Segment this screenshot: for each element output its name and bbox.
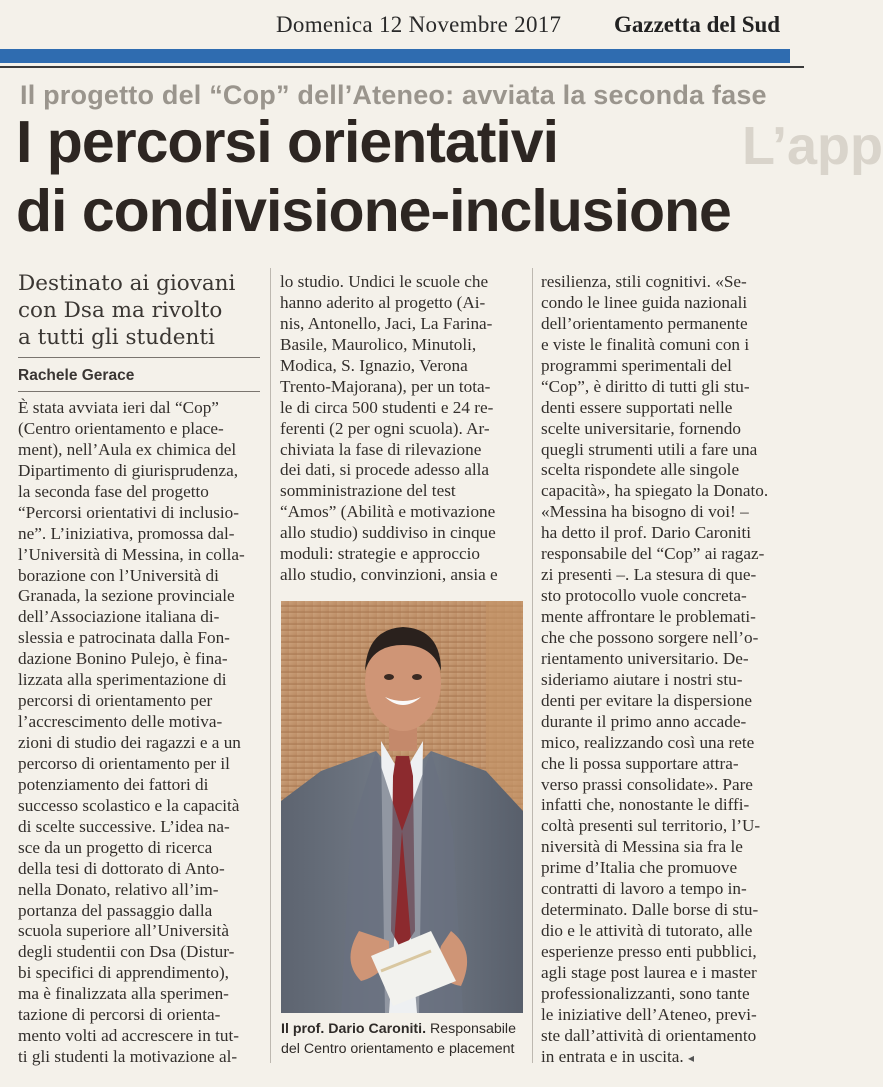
adjacent-article-bleed: L’app <box>742 116 883 176</box>
column-divider <box>270 268 271 1063</box>
body-line: Trento-Majorana), per un tota- <box>280 376 491 396</box>
body-line: degli studentii con Dsa (Distur- <box>18 942 235 962</box>
body-line: Granada, la sezione provinciale <box>18 586 235 606</box>
body-line: allo studio, convinzioni, ansia e <box>280 565 498 585</box>
body-line: «Messina ha bisogno di voi! – <box>541 502 749 522</box>
body-line: mente affrontare le problemati- <box>541 607 756 626</box>
body-line: zi presenti –. La stesura di que- <box>541 565 757 585</box>
body-line: hanno aderito al progetto (Ai- <box>280 292 486 312</box>
body-line: ste dall’attività di orientamento <box>541 1025 757 1045</box>
body-line: scuola superiore all’Università <box>18 921 229 941</box>
body-line: percorsi di orientamento per <box>18 691 213 711</box>
body-line: capacità», ha spiegato la Donato. <box>541 481 769 501</box>
body-line: coltà presenti sul territorio, l’U- <box>541 816 761 836</box>
headline-line: di condivisione-inclusione <box>16 178 731 244</box>
body-line: le iniziative dell’Ateneo, previ- <box>541 1004 757 1024</box>
body-line: ferenti (2 per ogni scuola). Ar- <box>280 418 490 438</box>
body-line: scelta rispondete alle singole <box>541 460 740 480</box>
body-line: ne”. L’iniziativa, promossa dal- <box>18 523 235 543</box>
body-line: agli stage post laurea e i master <box>541 962 757 982</box>
byline-rule-bottom <box>18 391 260 392</box>
body-line: contratti di lavoro a tempo in- <box>541 879 747 899</box>
body-line: borazione con l’Università di <box>18 565 219 585</box>
body-line: somministrazione del test <box>280 481 456 501</box>
body-line: Modica, S. Ignazio, Verona <box>280 355 468 375</box>
body-line: verso prassi consolidate». Pare <box>541 774 753 794</box>
body-line: nella Donato, relativo all’im- <box>18 879 219 899</box>
body-line: programmi sperimentali del <box>541 355 732 375</box>
body-line: Basile, Maurolico, Minutoli, <box>280 334 477 354</box>
end-of-article-mark: ◂ <box>688 1050 695 1065</box>
caption-name: Il prof. Dario Caroniti. <box>281 1021 427 1037</box>
body-line: portanza del passaggio dalla <box>18 900 213 920</box>
body-column-1 <box>18 398 263 1068</box>
body-line: infatti che, nonostante le diffi- <box>541 795 750 815</box>
body-line: lizzata alla sperimentazione di <box>18 670 227 690</box>
body-line: e viste le finalità comuni con i <box>541 334 750 354</box>
body-column-2 <box>280 272 526 586</box>
body-line: zioni di studio dei ragazzi e a un <box>18 733 241 752</box>
body-line: successo scolastico e la capacità <box>18 795 240 815</box>
body-line: chiviata la fase di rilevazione <box>280 439 482 459</box>
body-line: rientamento universitario. De- <box>541 648 749 668</box>
body-line: È stata avviata ieri dal “Cop” <box>18 398 219 417</box>
body-line: tazione di percorsi di orienta- <box>18 1005 221 1025</box>
body-line: condo le linee guida nazionali <box>541 292 748 312</box>
body-line: denti essere supportati nelle <box>541 397 733 417</box>
body-line: slessia e patrocinata dalla Fon- <box>18 628 230 648</box>
subheadline <box>18 270 258 351</box>
body-line: durante il primo anno accade- <box>541 711 747 731</box>
caption-role: Responsabile <box>430 1021 516 1037</box>
body-line: esperienze presso enti pubblici, <box>541 942 757 961</box>
body-column-3 <box>541 272 787 1068</box>
body-line: ma è finalizzata alla sperimen- <box>18 984 229 1004</box>
body-line: professionalizzanti, sono tante <box>541 983 750 1003</box>
subheadline-line: a tutti gli studenti <box>18 325 215 350</box>
masthead-color-bar <box>0 49 790 63</box>
body-line: mico, realizzando così una rete <box>541 732 755 752</box>
headline-line: I percorsi orientativi <box>16 109 558 175</box>
body-line: nis, Antonello, Jaci, La Farina- <box>280 313 493 333</box>
body-line: determinato. Dalle borse di stu- <box>541 900 759 920</box>
body-line: potenziamento dei fattori di <box>18 774 209 794</box>
body-line: bi specifici di apprendimento), <box>18 963 229 983</box>
body-line: moduli: strategie e approccio <box>280 544 480 564</box>
body-line: dei dati, si procede adesso alla <box>280 460 490 480</box>
body-line: della tesi di dottorato di Anto- <box>18 858 225 878</box>
body-line: ment), nell’Aula ex chimica del <box>18 439 237 459</box>
body-line: dazione Bonino Pulejo, è fina- <box>18 649 228 669</box>
masthead-rule <box>0 66 804 68</box>
subheadline-line: con Dsa ma rivolto <box>18 298 223 323</box>
body-line: che che possono sorgere nell’o- <box>541 627 759 647</box>
byline-rule-top <box>18 357 260 358</box>
portrait-photo <box>281 601 523 1013</box>
body-line: “Amos” (Abilità e motivazione <box>280 502 496 522</box>
body-line: denti per evitare la dispersione <box>541 690 752 710</box>
photo-caption <box>281 1019 531 1059</box>
body-line: in entrata e in uscita. ◂ <box>541 1046 695 1066</box>
newspaper-name: Gazzetta del Sud <box>614 12 781 37</box>
body-line: dell’orientamento permanente <box>541 313 748 333</box>
body-line: mento volti ad accrescere in tut- <box>18 1026 239 1046</box>
column-divider <box>532 268 533 1063</box>
issue-date: Domenica 12 Novembre 2017 <box>276 12 562 37</box>
body-line: dio e le attività di tutorato, alle <box>541 921 753 941</box>
body-line: le di circa 500 studenti e 24 re- <box>280 397 494 417</box>
body-line: la seconda fase del progetto <box>18 481 209 501</box>
body-line: dell’Associazione italiana di- <box>18 607 220 627</box>
body-line: responsabile del “Cop” ai ragaz- <box>541 544 765 564</box>
body-line: ha detto il prof. Dario Caroniti <box>541 523 752 543</box>
masthead <box>0 0 804 48</box>
byline: Rachele Gerace <box>18 367 135 384</box>
body-line: “Percorsi orientativi di inclusio- <box>18 502 239 522</box>
body-line: Dipartimento di giurisprudenza, <box>18 460 239 480</box>
body-line: allo studio) suddiviso in cinque <box>280 523 496 543</box>
body-line: di scelte successive. L’idea na- <box>18 816 230 836</box>
body-line: sto protocollo vuole concreta- <box>541 586 747 606</box>
body-line: (Centro orientamento e place- <box>18 418 224 438</box>
body-line: prime d’Italia che promuove <box>541 858 738 878</box>
body-line: niversità di Messina sia fra le <box>541 837 743 857</box>
body-line: “Cop”, è diritto di tutti gli stu- <box>541 376 750 396</box>
body-line: quegli strumenti utili a fare una <box>541 439 758 459</box>
caption-role-line-2: del Centro orientamento e placement <box>281 1041 515 1057</box>
body-line: l’accrescimento delle motiva- <box>18 712 223 732</box>
article-kicker: Il progetto del “Cop” dell’Ateneo: avviata la seconda fase <box>20 80 767 110</box>
body-line: ti gli studenti la motivazione al- <box>18 1047 238 1067</box>
body-line: scelte universitarie, fornendo <box>541 418 741 438</box>
body-line: resilienza, stili cognitivi. «Se- <box>541 272 747 291</box>
body-line: che li possa supportare attra- <box>541 753 739 773</box>
subheadline-line: Destinato ai giovani <box>18 271 236 296</box>
body-line: lo studio. Undici le scuole che <box>280 272 489 291</box>
body-line: l’Università di Messina, in colla- <box>18 544 245 564</box>
body-line: percorso di orientamento per il <box>18 753 230 773</box>
body-line: sce da un progetto di ricerca <box>18 837 213 857</box>
body-line: sideriamo aiutare i nostri stu- <box>541 669 743 689</box>
